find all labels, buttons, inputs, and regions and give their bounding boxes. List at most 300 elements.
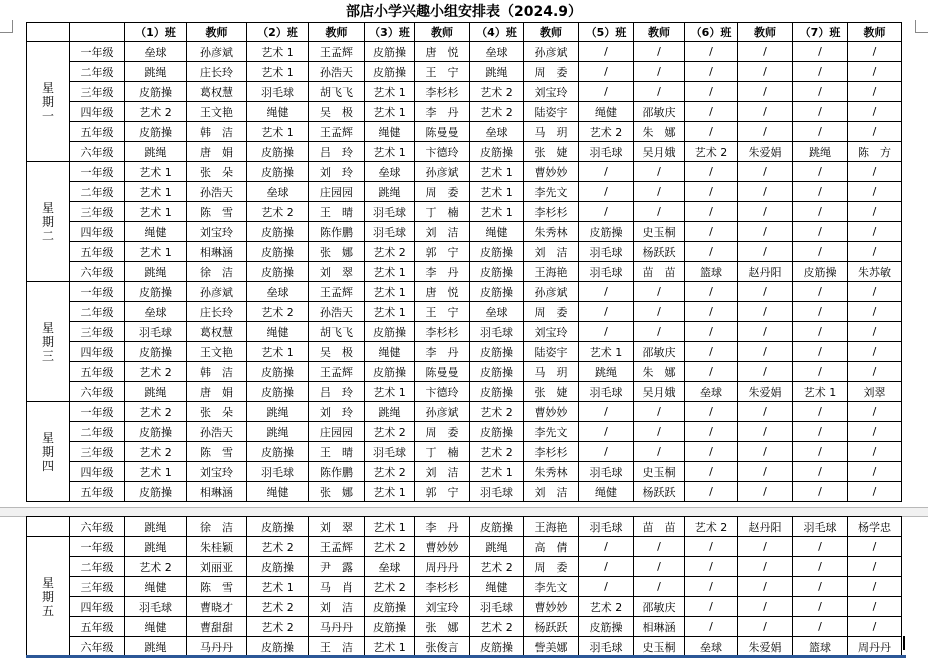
activity-cell: / — [793, 282, 848, 302]
table-row — [27, 62, 902, 82]
teacher-cell: / — [848, 577, 902, 597]
teacher-cell: / — [848, 202, 902, 222]
teacher-cell: 周 委 — [524, 62, 579, 82]
activity-cell: / — [793, 322, 848, 342]
teacher-cell: 李先文 — [524, 577, 579, 597]
activity-cell: 艺术 2 — [365, 422, 415, 442]
activity-cell: 艺术 2 — [685, 142, 738, 162]
teacher-cell: / — [738, 82, 793, 102]
activity-cell: 艺术 2 — [365, 577, 415, 597]
grade-cell: 五年级 — [70, 617, 125, 637]
teacher-cell: 李 丹 — [415, 262, 470, 282]
grade-cell: 五年级 — [70, 362, 125, 382]
activity-cell: / — [685, 302, 738, 322]
activity-cell: / — [579, 62, 634, 82]
teacher-cell: 王 晴 — [309, 442, 365, 462]
teacher-cell: / — [848, 557, 902, 577]
activity-cell: / — [685, 242, 738, 262]
document-title: 部店小学兴趣小组安排表（2024.9） — [345, 4, 583, 20]
teacher-cell: / — [848, 62, 902, 82]
teacher-cell: 吕 玲 — [309, 382, 365, 402]
activity-cell: 皮筋操 — [470, 422, 524, 442]
grade-cell: 六年级 — [70, 382, 125, 402]
teacher-cell: / — [738, 402, 793, 422]
activity-cell: 艺术 1 — [470, 202, 524, 222]
teacher-cell: / — [848, 282, 902, 302]
grade-cell: 三年级 — [70, 577, 125, 597]
activity-cell: / — [685, 322, 738, 342]
table-row — [27, 182, 902, 202]
activity-cell: 绳健 — [365, 342, 415, 362]
teacher-cell: 周 委 — [524, 302, 579, 322]
table-row — [27, 242, 902, 262]
activity-cell: 跳绳 — [365, 402, 415, 422]
table-row — [27, 222, 902, 242]
activity-cell: 垒球 — [247, 182, 309, 202]
activity-cell: 绳健 — [470, 577, 524, 597]
activity-cell: / — [793, 82, 848, 102]
activity-cell: 艺术 2 — [247, 537, 309, 557]
teacher-cell: / — [738, 577, 793, 597]
activity-cell: 皮筋操 — [247, 637, 309, 657]
activity-cell: / — [685, 537, 738, 557]
header-cell: （1）班 — [125, 23, 187, 42]
activity-cell: 跳绳 — [470, 62, 524, 82]
teacher-cell: 孙彦斌 — [187, 282, 247, 302]
teacher-cell: 韩 洁 — [187, 122, 247, 142]
activity-cell: 艺术 1 — [247, 122, 309, 142]
teacher-cell: 刘翠 — [848, 382, 902, 402]
header-cell: 教师 — [634, 23, 685, 42]
activity-cell: / — [579, 282, 634, 302]
grade-cell: 二年级 — [70, 302, 125, 322]
teacher-cell: / — [738, 482, 793, 502]
activity-cell: 艺术 1 — [125, 242, 187, 262]
activity-cell: 绳健 — [579, 482, 634, 502]
header-cell: 教师 — [524, 23, 579, 42]
grade-cell: 一年级 — [70, 162, 125, 182]
teacher-cell: / — [848, 42, 902, 62]
teacher-cell: / — [738, 442, 793, 462]
teacher-cell: 刘宝玲 — [524, 322, 579, 342]
teacher-cell: / — [848, 597, 902, 617]
teacher-cell: 曹妙妙 — [415, 537, 470, 557]
teacher-cell: 刘 玲 — [309, 162, 365, 182]
schedule-table-page-2 — [26, 516, 902, 657]
activity-cell: 皮筋操 — [579, 222, 634, 242]
teacher-cell: 刘宝玲 — [187, 222, 247, 242]
activity-cell: 皮筋操 — [470, 142, 524, 162]
teacher-cell: 李杉杉 — [524, 442, 579, 462]
activity-cell: 艺术 1 — [470, 162, 524, 182]
teacher-cell: 吴 极 — [309, 342, 365, 362]
table-row — [27, 82, 902, 102]
teacher-cell: / — [848, 537, 902, 557]
teacher-cell: 徐 洁 — [187, 262, 247, 282]
teacher-cell: 刘丽亚 — [187, 557, 247, 577]
page-bottom-border — [26, 655, 906, 658]
activity-cell: / — [579, 182, 634, 202]
activity-cell: / — [685, 222, 738, 242]
teacher-cell: 邵敏庆 — [634, 597, 685, 617]
activity-cell: / — [579, 402, 634, 422]
teacher-cell: 郭 宁 — [415, 242, 470, 262]
teacher-cell: 高 倩 — [524, 537, 579, 557]
teacher-cell: / — [848, 302, 902, 322]
activity-cell: 羽毛球 — [365, 202, 415, 222]
activity-cell: / — [793, 617, 848, 637]
grade-cell: 六年级 — [70, 262, 125, 282]
table-row — [27, 597, 902, 617]
teacher-cell: 尹 露 — [309, 557, 365, 577]
teacher-cell: 庄园园 — [309, 422, 365, 442]
teacher-cell: 孙彦斌 — [524, 282, 579, 302]
teacher-cell: 孙彦斌 — [187, 42, 247, 62]
activity-cell: / — [685, 282, 738, 302]
table-row — [27, 342, 902, 362]
teacher-cell: 刘 洁 — [415, 462, 470, 482]
teacher-cell: 卞德玲 — [415, 142, 470, 162]
activity-cell: / — [685, 617, 738, 637]
header-cell: （5）班 — [579, 23, 634, 42]
activity-cell: 艺术 1 — [365, 82, 415, 102]
table-row — [27, 422, 902, 442]
activity-cell: 跳绳 — [247, 402, 309, 422]
activity-cell: 绳健 — [365, 122, 415, 142]
teacher-cell: 孙彦斌 — [415, 402, 470, 422]
activity-cell: 羽毛球 — [247, 462, 309, 482]
activity-cell: / — [793, 577, 848, 597]
activity-cell: 艺术 1 — [365, 262, 415, 282]
teacher-cell: 曹妙妙 — [524, 597, 579, 617]
teacher-cell: 孙浩天 — [187, 182, 247, 202]
activity-cell: 垒球 — [470, 302, 524, 322]
activity-cell: / — [685, 202, 738, 222]
teacher-cell: 王 宁 — [415, 302, 470, 322]
teacher-cell: 王 宁 — [415, 62, 470, 82]
teacher-cell: 周丹丹 — [848, 637, 902, 657]
grade-cell: 六年级 — [70, 517, 125, 537]
teacher-cell: 李杉杉 — [415, 577, 470, 597]
teacher-cell: 马丹丹 — [187, 637, 247, 657]
teacher-cell: / — [848, 242, 902, 262]
teacher-cell: / — [738, 557, 793, 577]
activity-cell: 绳健 — [247, 482, 309, 502]
teacher-cell: 曹妙妙 — [524, 162, 579, 182]
activity-cell: 羽毛球 — [470, 322, 524, 342]
teacher-cell: / — [634, 42, 685, 62]
activity-cell: 绳健 — [579, 102, 634, 122]
activity-cell: 羽毛球 — [470, 597, 524, 617]
teacher-cell: 陈 雪 — [187, 442, 247, 462]
activity-cell: 艺术 2 — [470, 82, 524, 102]
teacher-cell: 李杉杉 — [415, 82, 470, 102]
teacher-cell: 王海艳 — [524, 262, 579, 282]
activity-cell: 艺术 2 — [685, 517, 738, 537]
teacher-cell: 张 朵 — [187, 402, 247, 422]
teacher-cell: 孙彦斌 — [524, 42, 579, 62]
activity-cell: 皮筋操 — [579, 617, 634, 637]
grade-cell: 二年级 — [70, 557, 125, 577]
teacher-cell: / — [738, 302, 793, 322]
table-row — [27, 282, 902, 302]
activity-cell: 皮筋操 — [247, 442, 309, 462]
activity-cell: 皮筋操 — [247, 362, 309, 382]
activity-cell: 皮筋操 — [247, 262, 309, 282]
teacher-cell: 陈曼曼 — [415, 122, 470, 142]
activity-cell: / — [793, 362, 848, 382]
teacher-cell: / — [634, 62, 685, 82]
teacher-cell: / — [738, 162, 793, 182]
header-cell: 教师 — [187, 23, 247, 42]
activity-cell: 皮筋操 — [470, 517, 524, 537]
activity-cell: 艺术 1 — [365, 482, 415, 502]
activity-cell: / — [793, 302, 848, 322]
table-row — [27, 362, 902, 382]
activity-cell: / — [579, 557, 634, 577]
activity-cell: / — [793, 182, 848, 202]
activity-cell: 艺术 1 — [125, 202, 187, 222]
activity-cell: 跳绳 — [125, 382, 187, 402]
teacher-cell: / — [738, 222, 793, 242]
teacher-cell: 李 丹 — [415, 342, 470, 362]
activity-cell: 垒球 — [685, 637, 738, 657]
teacher-cell: 李先文 — [524, 422, 579, 442]
teacher-cell: / — [634, 402, 685, 422]
header-cell: 教师 — [738, 23, 793, 42]
activity-cell: 皮筋操 — [365, 597, 415, 617]
teacher-cell: 朱爱娟 — [738, 382, 793, 402]
table-body — [27, 517, 902, 657]
grade-cell: 五年级 — [70, 122, 125, 142]
teacher-cell: 王孟辉 — [309, 282, 365, 302]
table-row — [27, 42, 902, 62]
teacher-cell: / — [738, 342, 793, 362]
teacher-cell: 马 玥 — [524, 122, 579, 142]
teacher-cell: / — [634, 282, 685, 302]
teacher-cell: / — [848, 82, 902, 102]
teacher-cell: 刘 翠 — [309, 517, 365, 537]
activity-cell: / — [685, 62, 738, 82]
teacher-cell: 朱爱娟 — [738, 637, 793, 657]
activity-cell: / — [793, 537, 848, 557]
activity-cell: 羽毛球 — [579, 242, 634, 262]
teacher-cell: 陈作鹏 — [309, 462, 365, 482]
header-cell: 教师 — [309, 23, 365, 42]
teacher-cell: 周 委 — [415, 422, 470, 442]
teacher-cell: 庄长玲 — [187, 62, 247, 82]
activity-cell: 羽毛球 — [579, 637, 634, 657]
teacher-cell: / — [738, 42, 793, 62]
activity-cell: 皮筋操 — [125, 422, 187, 442]
activity-cell: 篮球 — [793, 637, 848, 657]
teacher-cell: 陈 方 — [848, 142, 902, 162]
activity-cell: 羽毛球 — [579, 382, 634, 402]
teacher-cell: 徐 洁 — [187, 517, 247, 537]
teacher-cell: 丁 楠 — [415, 202, 470, 222]
teacher-cell: 张 娜 — [309, 482, 365, 502]
activity-cell: 艺术 1 — [579, 342, 634, 362]
grade-cell: 一年级 — [70, 42, 125, 62]
grade-cell: 四年级 — [70, 102, 125, 122]
activity-cell: 艺术 1 — [247, 62, 309, 82]
activity-cell: 艺术 2 — [365, 242, 415, 262]
grade-cell: 六年级 — [70, 142, 125, 162]
activity-cell: / — [793, 557, 848, 577]
teacher-cell: 陈 雪 — [187, 577, 247, 597]
grade-cell: 四年级 — [70, 462, 125, 482]
activity-cell: / — [685, 162, 738, 182]
teacher-cell: / — [848, 462, 902, 482]
activity-cell: 皮筋操 — [125, 122, 187, 142]
header-cell: 教师 — [848, 23, 902, 42]
teacher-cell: / — [848, 322, 902, 342]
activity-cell: 跳绳 — [793, 142, 848, 162]
teacher-cell: 相琳涵 — [634, 617, 685, 637]
activity-cell: 羽毛球 — [579, 517, 634, 537]
activity-cell: 艺术 1 — [365, 142, 415, 162]
teacher-cell: / — [634, 202, 685, 222]
teacher-cell: 陈曼曼 — [415, 362, 470, 382]
teacher-cell: 朱桂颖 — [187, 537, 247, 557]
table-row — [27, 462, 902, 482]
activity-cell: / — [685, 482, 738, 502]
activity-cell: 皮筋操 — [470, 342, 524, 362]
activity-cell: / — [579, 82, 634, 102]
activity-cell: 艺术 2 — [125, 402, 187, 422]
activity-cell: 羽毛球 — [125, 322, 187, 342]
teacher-cell: 葛权慧 — [187, 82, 247, 102]
teacher-cell: / — [634, 322, 685, 342]
teacher-cell: / — [738, 422, 793, 442]
activity-cell: / — [579, 202, 634, 222]
teacher-cell: 史玉桐 — [634, 222, 685, 242]
activity-cell: / — [685, 557, 738, 577]
activity-cell: 绳健 — [125, 617, 187, 637]
teacher-cell: 孙浩天 — [187, 422, 247, 442]
weekday-label: 星 期 五 — [27, 537, 70, 657]
table-row — [27, 142, 902, 162]
activity-cell: 羽毛球 — [793, 517, 848, 537]
activity-cell: 绳健 — [247, 102, 309, 122]
activity-cell: 皮筋操 — [470, 262, 524, 282]
activity-cell: / — [685, 362, 738, 382]
activity-cell: 羽毛球 — [365, 442, 415, 462]
table-row — [27, 442, 902, 462]
activity-cell: / — [579, 42, 634, 62]
teacher-cell: 唐 娟 — [187, 382, 247, 402]
teacher-cell: / — [848, 222, 902, 242]
table-row — [27, 482, 902, 502]
activity-cell: / — [793, 442, 848, 462]
header-cell — [70, 23, 125, 42]
teacher-cell: 相琳涵 — [187, 482, 247, 502]
text-cursor — [903, 636, 905, 650]
header-cell: （4）班 — [470, 23, 524, 42]
teacher-cell: 史玉桐 — [634, 462, 685, 482]
table-header — [27, 23, 902, 42]
teacher-cell: / — [634, 557, 685, 577]
teacher-cell: 邵敏庆 — [634, 102, 685, 122]
teacher-cell: / — [738, 122, 793, 142]
activity-cell: 艺术 2 — [125, 442, 187, 462]
activity-cell: 艺术 1 — [125, 462, 187, 482]
activity-cell: 艺术 1 — [470, 182, 524, 202]
teacher-cell: / — [738, 182, 793, 202]
teacher-cell: 王 晴 — [309, 202, 365, 222]
teacher-cell: 陈作鹏 — [309, 222, 365, 242]
activity-cell: / — [685, 422, 738, 442]
activity-cell: 艺术 1 — [365, 382, 415, 402]
activity-cell: / — [793, 342, 848, 362]
activity-cell: / — [685, 102, 738, 122]
teacher-cell: 郭 宁 — [415, 482, 470, 502]
activity-cell: / — [793, 242, 848, 262]
activity-cell: / — [579, 422, 634, 442]
teacher-cell: 陆姿宇 — [524, 342, 579, 362]
grade-cell: 二年级 — [70, 62, 125, 82]
teacher-cell: 周 委 — [524, 557, 579, 577]
activity-cell: 艺术 2 — [470, 402, 524, 422]
activity-cell: 皮筋操 — [470, 382, 524, 402]
activity-cell: 艺术 2 — [579, 597, 634, 617]
teacher-cell: 张 娜 — [415, 617, 470, 637]
activity-cell: / — [685, 122, 738, 142]
teacher-cell: 陆姿宇 — [524, 102, 579, 122]
teacher-cell: 胡飞飞 — [309, 322, 365, 342]
table-row — [27, 162, 902, 182]
teacher-cell: 陈 雪 — [187, 202, 247, 222]
activity-cell: 绳健 — [125, 577, 187, 597]
header-row — [27, 23, 902, 42]
grade-cell: 四年级 — [70, 222, 125, 242]
header-cell: 教师 — [415, 23, 470, 42]
teacher-cell: 史玉桐 — [634, 637, 685, 657]
teacher-cell: 朱秀林 — [524, 462, 579, 482]
activity-cell: 皮筋操 — [365, 42, 415, 62]
activity-cell: 艺术 2 — [247, 597, 309, 617]
activity-cell: 皮筋操 — [365, 362, 415, 382]
activity-cell: 皮筋操 — [470, 362, 524, 382]
grade-cell: 二年级 — [70, 182, 125, 202]
activity-cell: 垒球 — [247, 282, 309, 302]
teacher-cell: 孙浩天 — [309, 62, 365, 82]
activity-cell: 艺术 2 — [470, 102, 524, 122]
activity-cell: 垒球 — [365, 162, 415, 182]
activity-cell: 皮筋操 — [470, 637, 524, 657]
teacher-cell: / — [848, 362, 902, 382]
teacher-cell: 唐 悦 — [415, 42, 470, 62]
teacher-cell: 杨跃跃 — [524, 617, 579, 637]
activity-cell: 篮球 — [685, 262, 738, 282]
activity-cell: 艺术 2 — [247, 202, 309, 222]
activity-cell: / — [793, 597, 848, 617]
teacher-cell: 刘宝玲 — [524, 82, 579, 102]
table-body — [27, 42, 902, 502]
teacher-cell: 周 委 — [415, 182, 470, 202]
activity-cell: 垒球 — [125, 302, 187, 322]
activity-cell: 羽毛球 — [579, 462, 634, 482]
teacher-cell: 唐 悦 — [415, 282, 470, 302]
teacher-cell: 刘 玲 — [309, 402, 365, 422]
activity-cell: / — [793, 202, 848, 222]
teacher-cell: 丁 楠 — [415, 442, 470, 462]
activity-cell: 艺术 2 — [125, 362, 187, 382]
activity-cell: / — [793, 42, 848, 62]
teacher-cell: / — [634, 182, 685, 202]
teacher-cell: 苗 苗 — [634, 517, 685, 537]
header-cell: （6）班 — [685, 23, 738, 42]
